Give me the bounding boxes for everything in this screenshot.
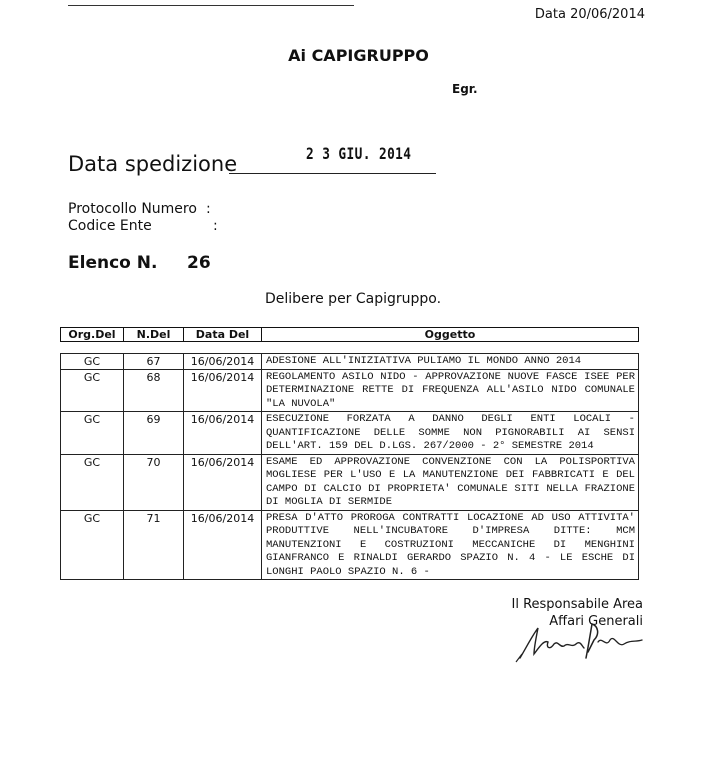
cell-org: GC bbox=[61, 454, 124, 510]
cell-num: 69 bbox=[124, 412, 184, 455]
document-date: Data 20/06/2014 bbox=[534, 7, 645, 22]
cell-date: 16/06/2014 bbox=[184, 354, 262, 370]
cell-num: 68 bbox=[124, 369, 184, 412]
shipping-date-label: Data spedizione bbox=[68, 152, 238, 176]
cell-date: 16/06/2014 bbox=[184, 369, 262, 412]
cell-subject: REGOLAMENTO ASILO NIDO - APPROVAZIONE NUOVE FASCE ISEE PER DETERMINAZIONE RETTE DI FREQUENZA ALL'ASILO NIDO COMUNALE "LA NUVOLA" bbox=[262, 369, 639, 412]
shipping-date-stamp: 2 3 GIU. 2014 bbox=[306, 144, 412, 163]
signatory-title: Il Responsabile Area bbox=[511, 597, 643, 612]
cell-org: GC bbox=[61, 510, 124, 580]
cell-num: 71 bbox=[124, 510, 184, 580]
protocol-number-colon: : bbox=[206, 201, 211, 217]
addressee-title: Ai CAPIGRUPPO bbox=[288, 46, 429, 65]
column-header-org: Org.Del bbox=[61, 328, 124, 342]
salutation: Egr. bbox=[452, 82, 478, 96]
column-header-date: Data Del bbox=[184, 328, 262, 342]
table-row bbox=[61, 510, 639, 580]
column-header-subject: Oggetto bbox=[262, 328, 639, 342]
column-header-num: N.Del bbox=[124, 328, 184, 342]
handwritten-signature bbox=[512, 618, 652, 664]
shipping-date-line bbox=[229, 173, 436, 174]
table-header bbox=[60, 327, 639, 342]
cell-date: 16/06/2014 bbox=[184, 510, 262, 580]
cell-org: GC bbox=[61, 412, 124, 455]
list-subtitle: Delibere per Capigruppo. bbox=[265, 291, 442, 307]
cell-num: 67 bbox=[124, 354, 184, 370]
table-row bbox=[61, 369, 639, 412]
cell-org: GC bbox=[61, 369, 124, 412]
cell-subject: ESAME ED APPROVAZIONE CONVENZIONE CON LA POLISPORTIVA MOGLIESE PER L'USO E LA MANUTENZIONE DEI FABBRICATI E DEL CAMPO DI CALCIO DI PROPRIETA' COMUNALE SITI NELLA FRAZIONE DI MOGLIA DI SERMIDE bbox=[262, 454, 639, 510]
top-rule bbox=[68, 5, 354, 6]
table-row bbox=[61, 412, 639, 455]
entity-code-colon: : bbox=[213, 218, 218, 234]
signatory-office: Affari Generali bbox=[549, 614, 643, 629]
cell-subject: PRESA D'ATTO PROROGA CONTRATTI LOCAZIONE AD USO ATTIVITA' PRODUTTIVE NELL'INCUBATORE D'IMPRESA DITTE: MCM MANUTENZIONI E COSTRUZIONI MECCANICHE DI MENGHINI GIANFRANCO E RINALDI GERARDO SPAZIO N. 4 - LE ESCHE DI LONGHI PAOLO SPAZIO N. 6 - bbox=[262, 510, 639, 580]
cell-num: 70 bbox=[124, 454, 184, 510]
cell-subject: ADESIONE ALL'INIZIATIVA PULIAMO IL MONDO ANNO 2014 bbox=[262, 354, 639, 370]
table-row bbox=[61, 454, 639, 510]
resolutions-table bbox=[60, 353, 639, 580]
list-label: Elenco N. bbox=[68, 253, 158, 273]
cell-date: 16/06/2014 bbox=[184, 412, 262, 455]
cell-date: 16/06/2014 bbox=[184, 454, 262, 510]
table-row bbox=[61, 354, 639, 370]
entity-code-label: Codice Ente bbox=[68, 218, 152, 234]
protocol-number-label: Protocollo Numero bbox=[68, 201, 197, 217]
cell-org: GC bbox=[61, 354, 124, 370]
list-number: 26 bbox=[187, 253, 211, 273]
cell-subject: ESECUZIONE FORZATA A DANNO DEGLI ENTI LOCALI - QUANTIFICAZIONE DELLE SOMME NON PIGNORABILI AI SENSI DELL'ART. 159 DEL D.LGS. 267/2000 - 2° SEMESTRE 2014 bbox=[262, 412, 639, 455]
